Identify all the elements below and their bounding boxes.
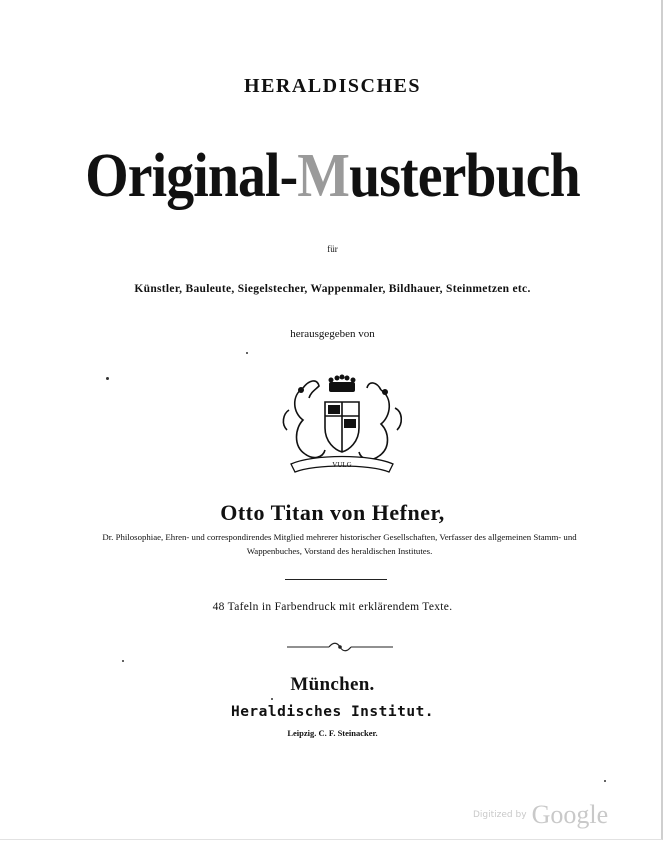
professions-list: Künstler, Bauleute, Siegelstecher, Wappenmaler, Bildhauer, Steinmetzen etc. <box>134 283 531 295</box>
city-munich: München. <box>290 674 375 695</box>
watermark-brand: Google <box>531 800 609 829</box>
title-original-musterbuch <box>33 136 632 216</box>
scan-speck <box>604 780 606 782</box>
scan-speck <box>122 660 124 662</box>
coat-of-arms-emblem <box>273 368 411 480</box>
scan-speck <box>106 377 109 380</box>
editor-label: herausgegeben von <box>290 328 375 340</box>
title-main-m-letter: M <box>297 142 350 210</box>
for-label: für <box>327 244 338 254</box>
author-credentials: Dr. Philosophiae, Ehren- und correspondirendes Mitglied mehrerer historischer Gesellschaften, Verfasser des allgemeinen Stamm- und Wappenbuches, Vorstand des heraldischen Institutes. <box>102 532 577 556</box>
scan-speck <box>246 352 248 354</box>
scan-speck <box>271 698 273 700</box>
distributor-leipzig: Leipzig. C. F. Steinacker. <box>287 728 378 738</box>
author-name: Otto Titan von Hefner, <box>220 500 445 525</box>
crest-ribbon-text: VULG <box>332 461 352 469</box>
google-digitized-watermark <box>473 800 608 830</box>
title-main-part2: usterbuch <box>349 142 580 210</box>
decorative-ornament <box>285 640 395 654</box>
title-main-part1: Original- <box>85 142 298 210</box>
title-heraldisches: HERALDISCHES <box>244 75 421 97</box>
separator-rule <box>285 579 387 580</box>
publisher-name: Heraldisches Institut. <box>230 704 435 720</box>
watermark-prefix: Digitized by <box>473 810 527 820</box>
plates-description: 48 Tafeln in Farbendruck mit erklärendem Texte. <box>212 601 453 613</box>
